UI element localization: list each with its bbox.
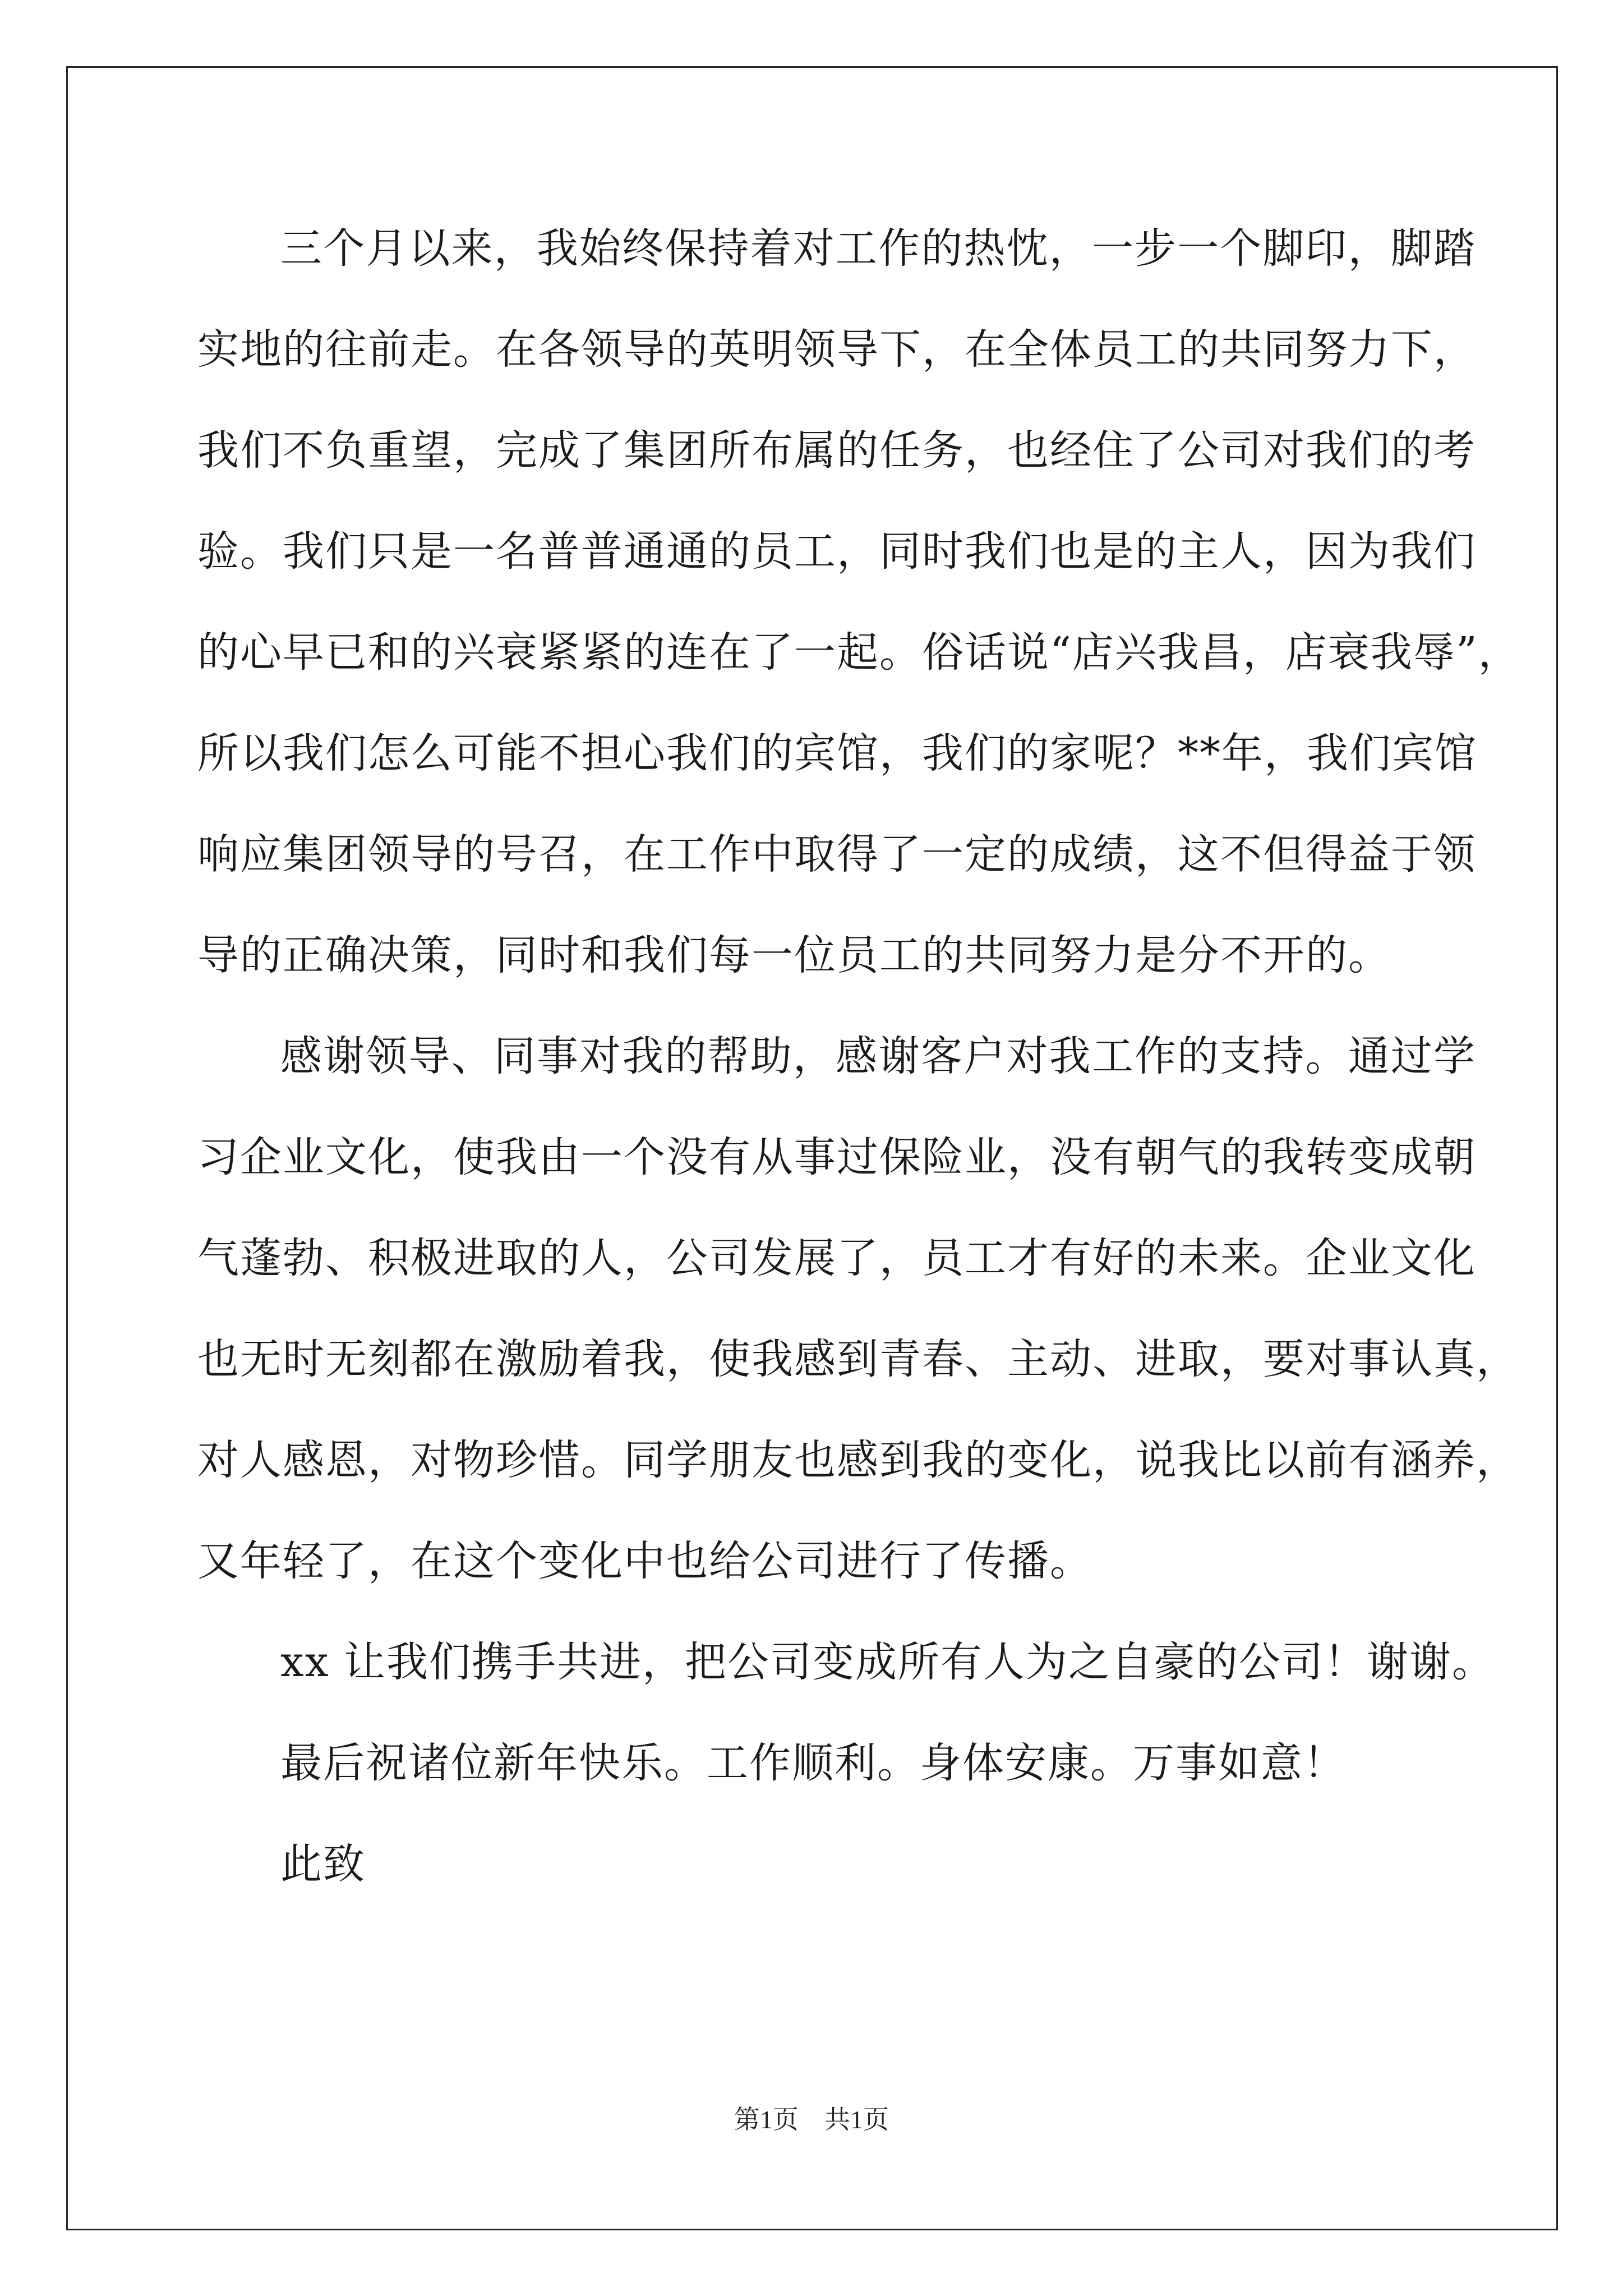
paragraph-1-line-8: 导的正确决策，同时和我们每一位员工的共同努力是分不开的。 [197,931,1391,979]
paragraph-4: 最后祝诸位新年快乐。工作顺利。身体安康。万事如意！ [280,1739,1346,1787]
page-number-footer: 第1页 共1页 [734,2105,889,2134]
paragraph-1-line-4: 验。我们只是一名普普通通的员工，同时我们也是的主人，因为我们 [197,527,1476,576]
paragraph-2-line-1: 感谢领导、同事对我的帮助，感谢客户对我工作的支持。通过学 [280,1032,1476,1080]
paragraph-1-line-5: 的心早已和的兴衰紧紧的连在了一起。俗话说“店兴我昌，店衰我辱”， [197,628,1521,677]
paragraph-2-line-4: 也无时无刻都在激励着我，使我感到青春、主动、进取，要对事认真， [197,1335,1519,1383]
paragraph-2-line-2: 习企业文化，使我由一个没有从事过保险业，没有朝气的我转变成朝 [197,1133,1476,1181]
paragraph-1-line-2: 实地的往前走。在各领导的英明领导下，在全体员工的共同努力下， [197,325,1476,374]
paragraph-3: xx 让我们携手共进，把公司变成所有人为之自豪的公司！谢谢。 [280,1638,1495,1686]
paragraph-1-line-7: 响应集团领导的号召，在工作中取得了一定的成绩，这不但得益于领 [197,830,1476,878]
paragraph-2-line-5: 对人感恩，对物珍惜。同学朋友也感到我的变化，说我比以前有涵养， [197,1436,1519,1484]
paragraph-1-line-3: 我们不负重望，完成了集团所布属的任务，也经住了公司对我们的考 [197,426,1476,475]
paragraph-2-line-3: 气蓬勃、积极进取的人，公司发展了，员工才有好的未来。企业文化 [197,1234,1476,1282]
paragraph-1-line-6: 所以我们怎么可能不担心我们的宾馆，我们的家呢？**年，我们宾馆 [197,729,1477,777]
document-body [197,206,1521,1923]
paragraph-1-line-1: 三个月以来，我始终保持着对工作的热忱，一步一个脚印，脚踏 [280,224,1476,273]
paragraph-2-line-6: 又年轻了，在这个变化中也给公司进行了传播。 [197,1537,1092,1585]
closing-salutation: 此致 [280,1840,366,1888]
